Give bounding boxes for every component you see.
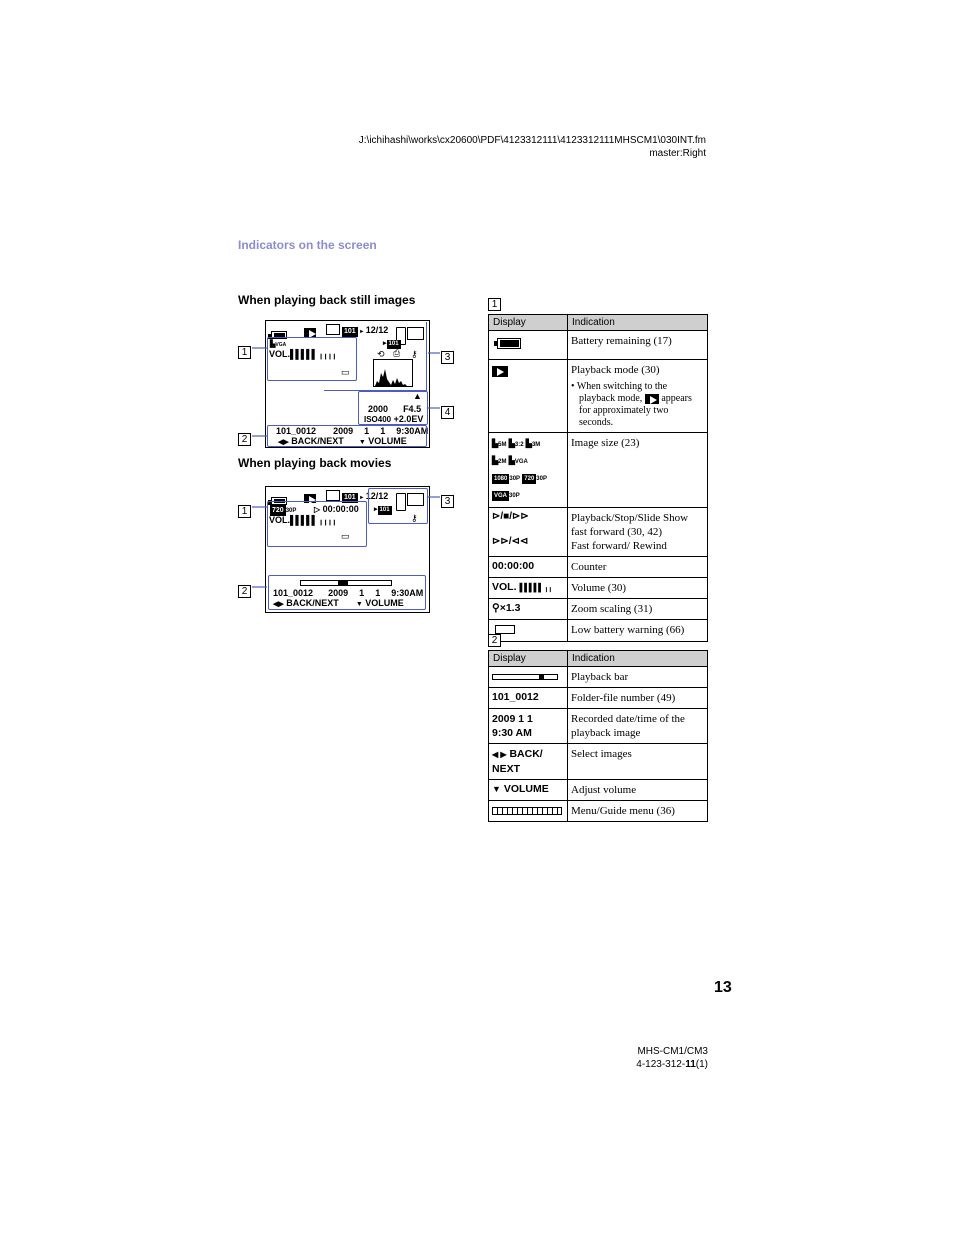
code-bold: 11	[685, 1059, 696, 1070]
playback-mode-table-icon	[492, 366, 508, 377]
folder-file-display: 101_0012	[489, 688, 568, 709]
table1-col-display: Display	[489, 315, 568, 331]
playback-mode-note-b: appears for approximately two seconds.	[579, 393, 692, 428]
still-heading: When playing back still images	[238, 293, 416, 307]
rewind-icon: ⊲⊲	[511, 536, 529, 547]
battery-remaining-icon	[497, 338, 521, 349]
volume-control-label: VOLUME	[368, 436, 407, 446]
master-page: master:Right	[649, 148, 706, 159]
rec-year: 2009	[333, 426, 354, 436]
movie-protect-folder-icon: ▸ 101	[374, 506, 390, 513]
left-right-icon: ◀▶	[278, 439, 289, 446]
movie-folder-number: 101	[344, 494, 356, 501]
counter-text: Counter	[568, 557, 708, 578]
iso-value: ISO400	[364, 415, 392, 424]
movie-counter: 00:00:00	[322, 504, 359, 514]
playback-bar-text: Playback bar	[568, 667, 708, 688]
movie-down-arrow-icon: ▼	[355, 601, 363, 608]
table-screen-1: Display Indication Battery remaining (17) Playback mode (30) • When switching to the playback mode, appears for approximately two seconds. ▙5M ▙3:2 ▙3M ▙2M ▙VGA 1080 30P 720 30P VGA 30P Image size (23) ⊳/■/⊳⊳ ⊳⊳/⊲⊲ Playback/Stop/Slide Show fast forward (30, 42) Fast forward/ Rewind 00:00:00 Counter VOL. ▌▌▌▌▌ ╷╷ Volume (30) ⚲×1.3 Zoom scaling (31) Low battery warning (66)	[488, 314, 708, 642]
rotate-icon: ⟲	[377, 349, 385, 359]
table2-col-display: Display	[489, 651, 568, 667]
still-leader-lines	[250, 340, 450, 440]
low-battery-text: Low battery warning (66)	[568, 620, 708, 642]
size-3m-icon: ▙3M	[525, 439, 541, 448]
size-vga-movie-icon: VGA	[494, 493, 508, 499]
menu-guide-text: Menu/Guide menu (36)	[568, 801, 708, 822]
shutter-speed: 2000	[368, 404, 389, 414]
movie-back-next-label: BACK/NEXT	[286, 598, 339, 608]
movie-heading: When playing back movies	[238, 456, 392, 470]
volume-text: Volume (30)	[568, 578, 708, 599]
back-display: BACK/	[509, 748, 543, 760]
slide-show-ff-icon: ⊳⊳	[512, 511, 529, 522]
folder-number: 101	[344, 328, 356, 335]
movie-callout-2: 2	[238, 585, 251, 598]
table1-label: 1	[488, 298, 501, 311]
recorded-date-text: Recorded date/time of the playback image	[568, 709, 708, 744]
folder-file-text: Folder-file number (49)	[568, 688, 708, 709]
size-1080-icon: 1080	[494, 476, 508, 482]
playback-mode-note-a: When switching to the playback mode,	[576, 381, 668, 404]
low-battery-icon: ▭	[341, 367, 350, 377]
movie-screen: 101 ▸ 12/12 720 30P ▷ 00:00:00 ▸ 101 VOL.▌▌▌▌▌ ╷╷╷╷ ⚷ ▭ 101_0012 2009 1 1 9:30AM ◀▶ BACK/NEXT ▼ VOLUME	[265, 486, 430, 613]
still-callout-4: 4	[441, 406, 454, 419]
movie-callout-1: 1	[238, 505, 251, 518]
protect-key-icon: ⚷	[411, 349, 418, 359]
movie-rec-time: 9:30AM	[391, 588, 424, 598]
file-path: J:\ichihashi\works\cx20600\PDF\4123312111\4123312111MHSCM1\030INT.fm	[358, 135, 706, 146]
rec-time: 9:30AM	[396, 426, 429, 436]
movie-fps: 30P	[285, 508, 297, 514]
select-images-text: Select images	[568, 744, 708, 780]
stop-icon: ■	[503, 511, 510, 522]
volume-display: VOL.	[492, 581, 517, 593]
movie-low-battery-icon: ▭	[341, 531, 350, 541]
rec-month: 1	[364, 426, 370, 436]
image-count: 12/12	[365, 325, 389, 335]
print-icon: ⎙	[393, 348, 401, 358]
movie-volume-control-label: VOLUME	[365, 598, 404, 608]
table2-label: 2	[488, 634, 501, 647]
recorded-time-display: 9:30 AM	[492, 727, 532, 739]
model-number: MHS-CM1/CM3	[637, 1046, 708, 1057]
size-5m-icon: ▙5M	[492, 439, 507, 448]
recorded-date-display: 2009 1 1	[492, 713, 533, 725]
adjust-volume-display: VOLUME	[503, 783, 549, 795]
movie-size: 720	[272, 507, 284, 514]
rec-day: 1	[380, 426, 386, 436]
playback-bar-icon	[492, 674, 558, 680]
zoom-display: ×1.3	[499, 602, 521, 614]
playback-stop-text: Playback/Stop/Slide Show fast forward (30, 42)	[571, 512, 689, 538]
down-arrow-icon: ▼	[358, 439, 366, 446]
adjust-volume-text: Adjust volume	[568, 780, 708, 801]
table-screen-2	[488, 650, 708, 822]
still-callout-3: 3	[441, 351, 454, 364]
file-header	[359, 134, 706, 160]
volume-label: VOL.	[269, 349, 291, 359]
playback-mode-icon	[304, 328, 316, 337]
table2-col-indication: Indication	[568, 651, 708, 667]
movie-leader-lines	[250, 490, 450, 600]
volume-bars-icon: ▌▌▌▌▌ ╷╷╷╷	[290, 349, 337, 359]
movie-rec-day: 1	[375, 588, 381, 598]
code-prefix: 4-123-312-	[636, 1059, 686, 1070]
back-next-label: BACK/NEXT	[291, 436, 344, 446]
still-callout-2: 2	[238, 433, 251, 446]
counter-play-icon: ▷	[314, 505, 321, 514]
volume-level-icon: ▌▌▌▌▌ ╷╷	[519, 583, 552, 592]
still-screen: 101 ▸ 12/12 ▙VGA VOL.▌▌▌▌▌ ╷╷╷╷ ▸ 101 ⟲ ⎙ ⚷ ▭ ▲ 2000 F4.5 ISO400 +2.0EV 101_0012 2009 1 1 9:30AM ◀▶ BACK/NEXT ▼ VOLUME	[265, 320, 430, 448]
zoom-text: Zoom scaling (31)	[568, 599, 708, 620]
movie-protect-key-icon: ⚷	[411, 513, 418, 523]
playback-mode-inline-icon	[645, 394, 659, 404]
exposure-value: +2.0EV	[393, 414, 424, 424]
movie-file-number: 101_0012	[273, 588, 314, 598]
size-vga-icon: ▙VGA	[508, 456, 528, 465]
movie-callout-3: 3	[441, 495, 454, 508]
playback-mode-text: Playback mode (30)	[571, 364, 660, 376]
fast-forward-icon: ⊳⊳	[492, 536, 509, 547]
section-title: Indicators on the screen	[238, 238, 377, 252]
metering-icon: ▲	[413, 391, 422, 401]
movie-left-right-icon: ◀▶	[273, 601, 284, 608]
movie-rec-year: 2009	[328, 588, 349, 598]
volume-arrow-icon: ▼	[492, 784, 501, 794]
still-callout-1: 1	[238, 346, 251, 359]
next-display: NEXT	[492, 763, 521, 775]
size-2m-icon: ▙2M	[492, 456, 507, 465]
ff-rewind-text: Fast forward/ Rewind	[571, 540, 667, 552]
movie-volume-label: VOL.	[269, 515, 291, 525]
code-suffix: (1)	[695, 1059, 708, 1070]
movie-rec-month: 1	[359, 588, 365, 598]
play-icon: ⊳	[492, 511, 501, 522]
size-720-icon: 720	[524, 476, 535, 482]
image-size-icon: ▙VGA	[270, 341, 287, 348]
size-3-2-icon: ▙3:2	[508, 439, 524, 448]
movie-image-count: 12/12	[365, 491, 389, 501]
select-arrows-icon: ◀ ▶	[492, 750, 507, 759]
page-number: 13	[714, 979, 732, 996]
zoom-icon: ⚲	[492, 602, 500, 614]
image-size-text: Image size (23)	[568, 433, 708, 508]
movie-volume-bars-icon: ▌▌▌▌▌ ╷╷╷╷	[290, 515, 337, 525]
menu-guide-icon	[492, 807, 562, 815]
footer	[636, 1045, 708, 1071]
file-number: 101_0012	[276, 426, 317, 436]
battery-remaining-text: Battery remaining (17)	[568, 331, 708, 360]
counter-display: 00:00:00	[489, 557, 568, 578]
table1-col-indication: Indication	[568, 315, 708, 331]
f-number: F4.5	[403, 404, 422, 414]
protect-folder-icon: ▸ 101	[383, 340, 399, 347]
